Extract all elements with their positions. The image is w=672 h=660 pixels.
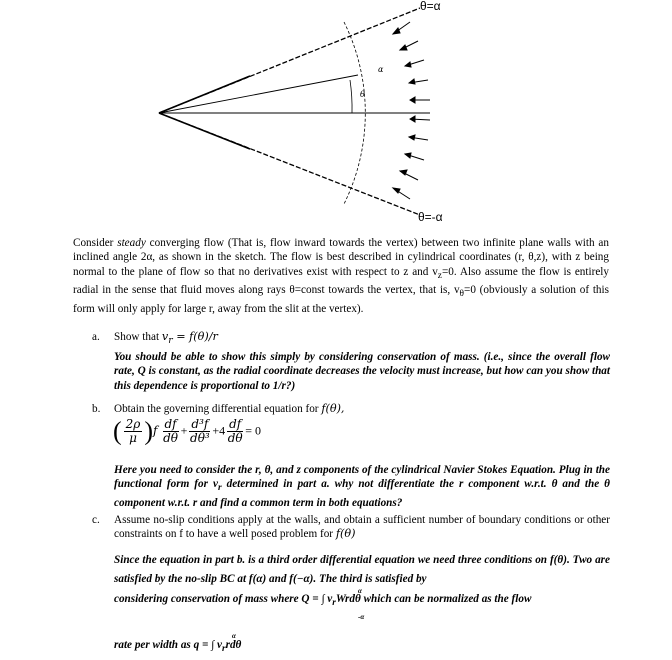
label-theta: θ: [360, 90, 365, 99]
part-c-note-2: α -α considering conservation of mass where Q = ∫ $v_rWrd\theta$ which can be normalized as the flow: [114, 587, 532, 621]
governing-equation: ( $\frac{2\rho}{\mu}$ )f $\frac{df}{d\theta}$ + $\frac{\text{d³f}}{\text{dθ³}}$ +4 $\frac{df}{d\theta}$ = 0: [113, 416, 262, 446]
label-theta-alpha-top: θ=α: [420, 0, 441, 13]
intro-paragraph: Consider steady converging flow (That is, flow inward towards the vertex) between two infinite plane walls with an inclined angle 2α, as shown in the sketch. The flow is best described in cylindrical coordinates (r, θ,z), with z being normal to the plane of flow so that no derivatives exist with respect to z and $v_z=0$. Also assume the flow is entirely radial in the sense that fluid moves along rays θ=const towards the vertex, that is, $v_\theta=0$ (obviously a solution of this form will only apply for large r, away from the slit at the vertex).: [73, 237, 609, 316]
part-a-note: You should be able to show this simply by considering conservation of mass. (i.e., since the overall flow rate, Q is constant, as the radial coordinate decreases the velocity must increase, but how can you show that this dependence is proportional to 1/r?): [114, 351, 610, 392]
wedge-flow-sketch: [0, 0, 672, 232]
inflow-arrows: [393, 22, 430, 199]
part-c-note-3: α rate per width as q = ∫ $v_rrd\theta$: [114, 632, 242, 655]
part-c-note-1: Since the equation in part b. is a third order differential equation we need three conditions on f(θ). Two are satisfied by the no-slip BC at f(α) and f(−α). The third is satisfied by: [114, 554, 610, 585]
label-alpha: α: [378, 65, 384, 74]
theta-ray: [159, 75, 358, 113]
label-theta-alpha-bottom: θ=-α: [418, 210, 443, 224]
part-b-note: Here you need to consider the r, θ, and z components of the cylindrical Navier Stokes Equation. Plug in the functional form for $v_r$ determined in part a. why not differentiate the r component w.r.t. θ and the θ component w.r.t. r and find a common term in both equations?: [114, 464, 610, 510]
